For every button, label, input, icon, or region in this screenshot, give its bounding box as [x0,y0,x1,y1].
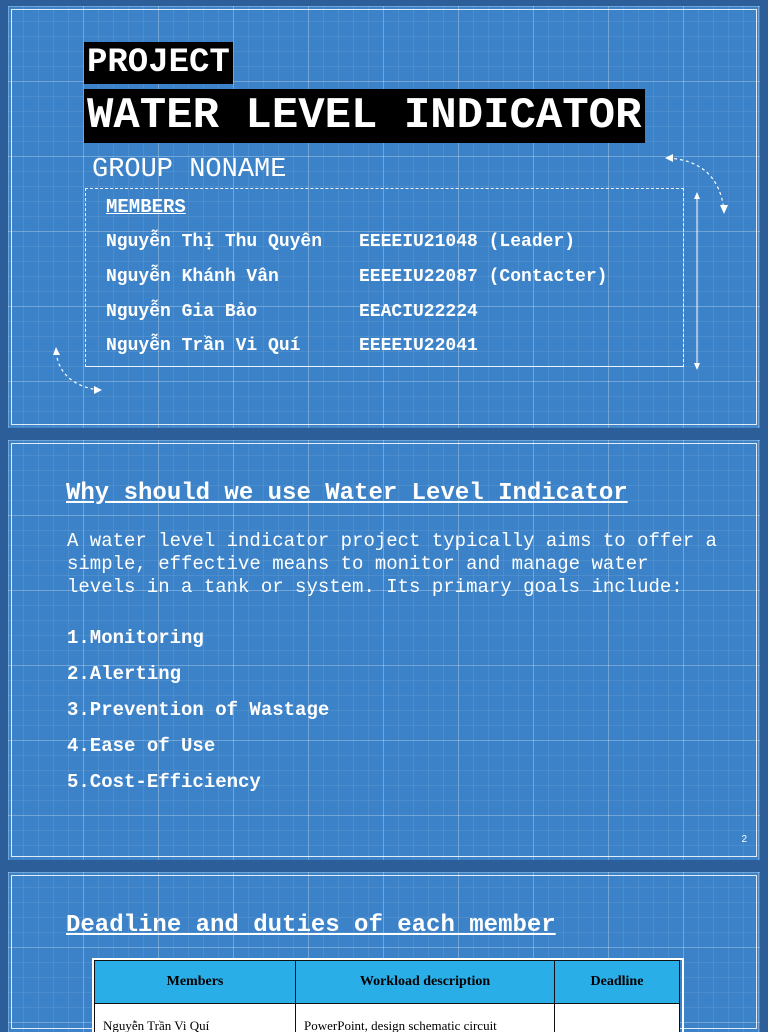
member-name: Nguyễn Gia Bảo [106,302,359,322]
slide-deadline [8,872,760,1032]
table-header-row [95,961,680,1004]
goal-item: 3.Prevention of Wastage [67,699,329,721]
slide-why [8,440,760,860]
col-header-members: Members [95,961,296,1004]
arrow-head-icon [720,205,728,214]
why-heading: Why should we use Water Level Indicator [66,480,628,507]
member-id: EEEEIU22041 [359,336,478,356]
page-number: 2 [741,834,747,845]
project-title: WATER LEVEL INDICATOR [84,89,645,143]
member-name: Nguyễn Thị Thu Quyên [106,232,359,252]
table-row [95,1004,680,1032]
arrow-head-icon [694,192,700,199]
arrow-head-icon [53,347,60,355]
col-header-deadline: Deadline [555,961,680,1004]
deadline-heading: Deadline and duties of each member [66,912,556,939]
member-name: Nguyễn Khánh Vân [106,267,359,287]
slide-title [8,6,760,428]
why-paragraph: A water level indicator project typically aims to offer a simple, effective means to monitor and manage water levels in a tank or system. Its primary goals include: [67,530,727,599]
duties-table [94,960,680,1032]
arrow-head-icon [694,363,700,370]
cell-workload: PowerPoint, design schematic circuit [296,1004,555,1032]
curved-arrow-top [668,158,724,210]
member-name: Nguyễn Trần Vi Quí [106,336,359,356]
cell-deadline [555,1004,680,1032]
goal-item: 4.Ease of Use [67,735,215,757]
project-label: PROJECT [84,42,233,84]
group-name: GROUP NONAME [92,154,286,186]
member-id: EEEEIU21048 (Leader) [359,232,575,252]
arrow-head-icon [94,386,102,394]
arrow-head-icon [665,154,673,162]
dimension-arrows-decoration [8,6,760,428]
goal-item: 2.Alerting [67,663,181,685]
cell-member: Nguyễn Trần Vi Quí [95,1004,296,1032]
goal-item: 5.Cost-Efficiency [67,771,261,793]
members-heading: MEMBERS [106,196,186,218]
member-id: EEACIU22224 [359,302,478,322]
col-header-workload: Workload description [296,961,555,1004]
member-id: EEEEIU22087 (Contacter) [359,267,607,287]
goal-item: 1.Monitoring [67,627,204,649]
curved-arrow-left [56,352,98,390]
